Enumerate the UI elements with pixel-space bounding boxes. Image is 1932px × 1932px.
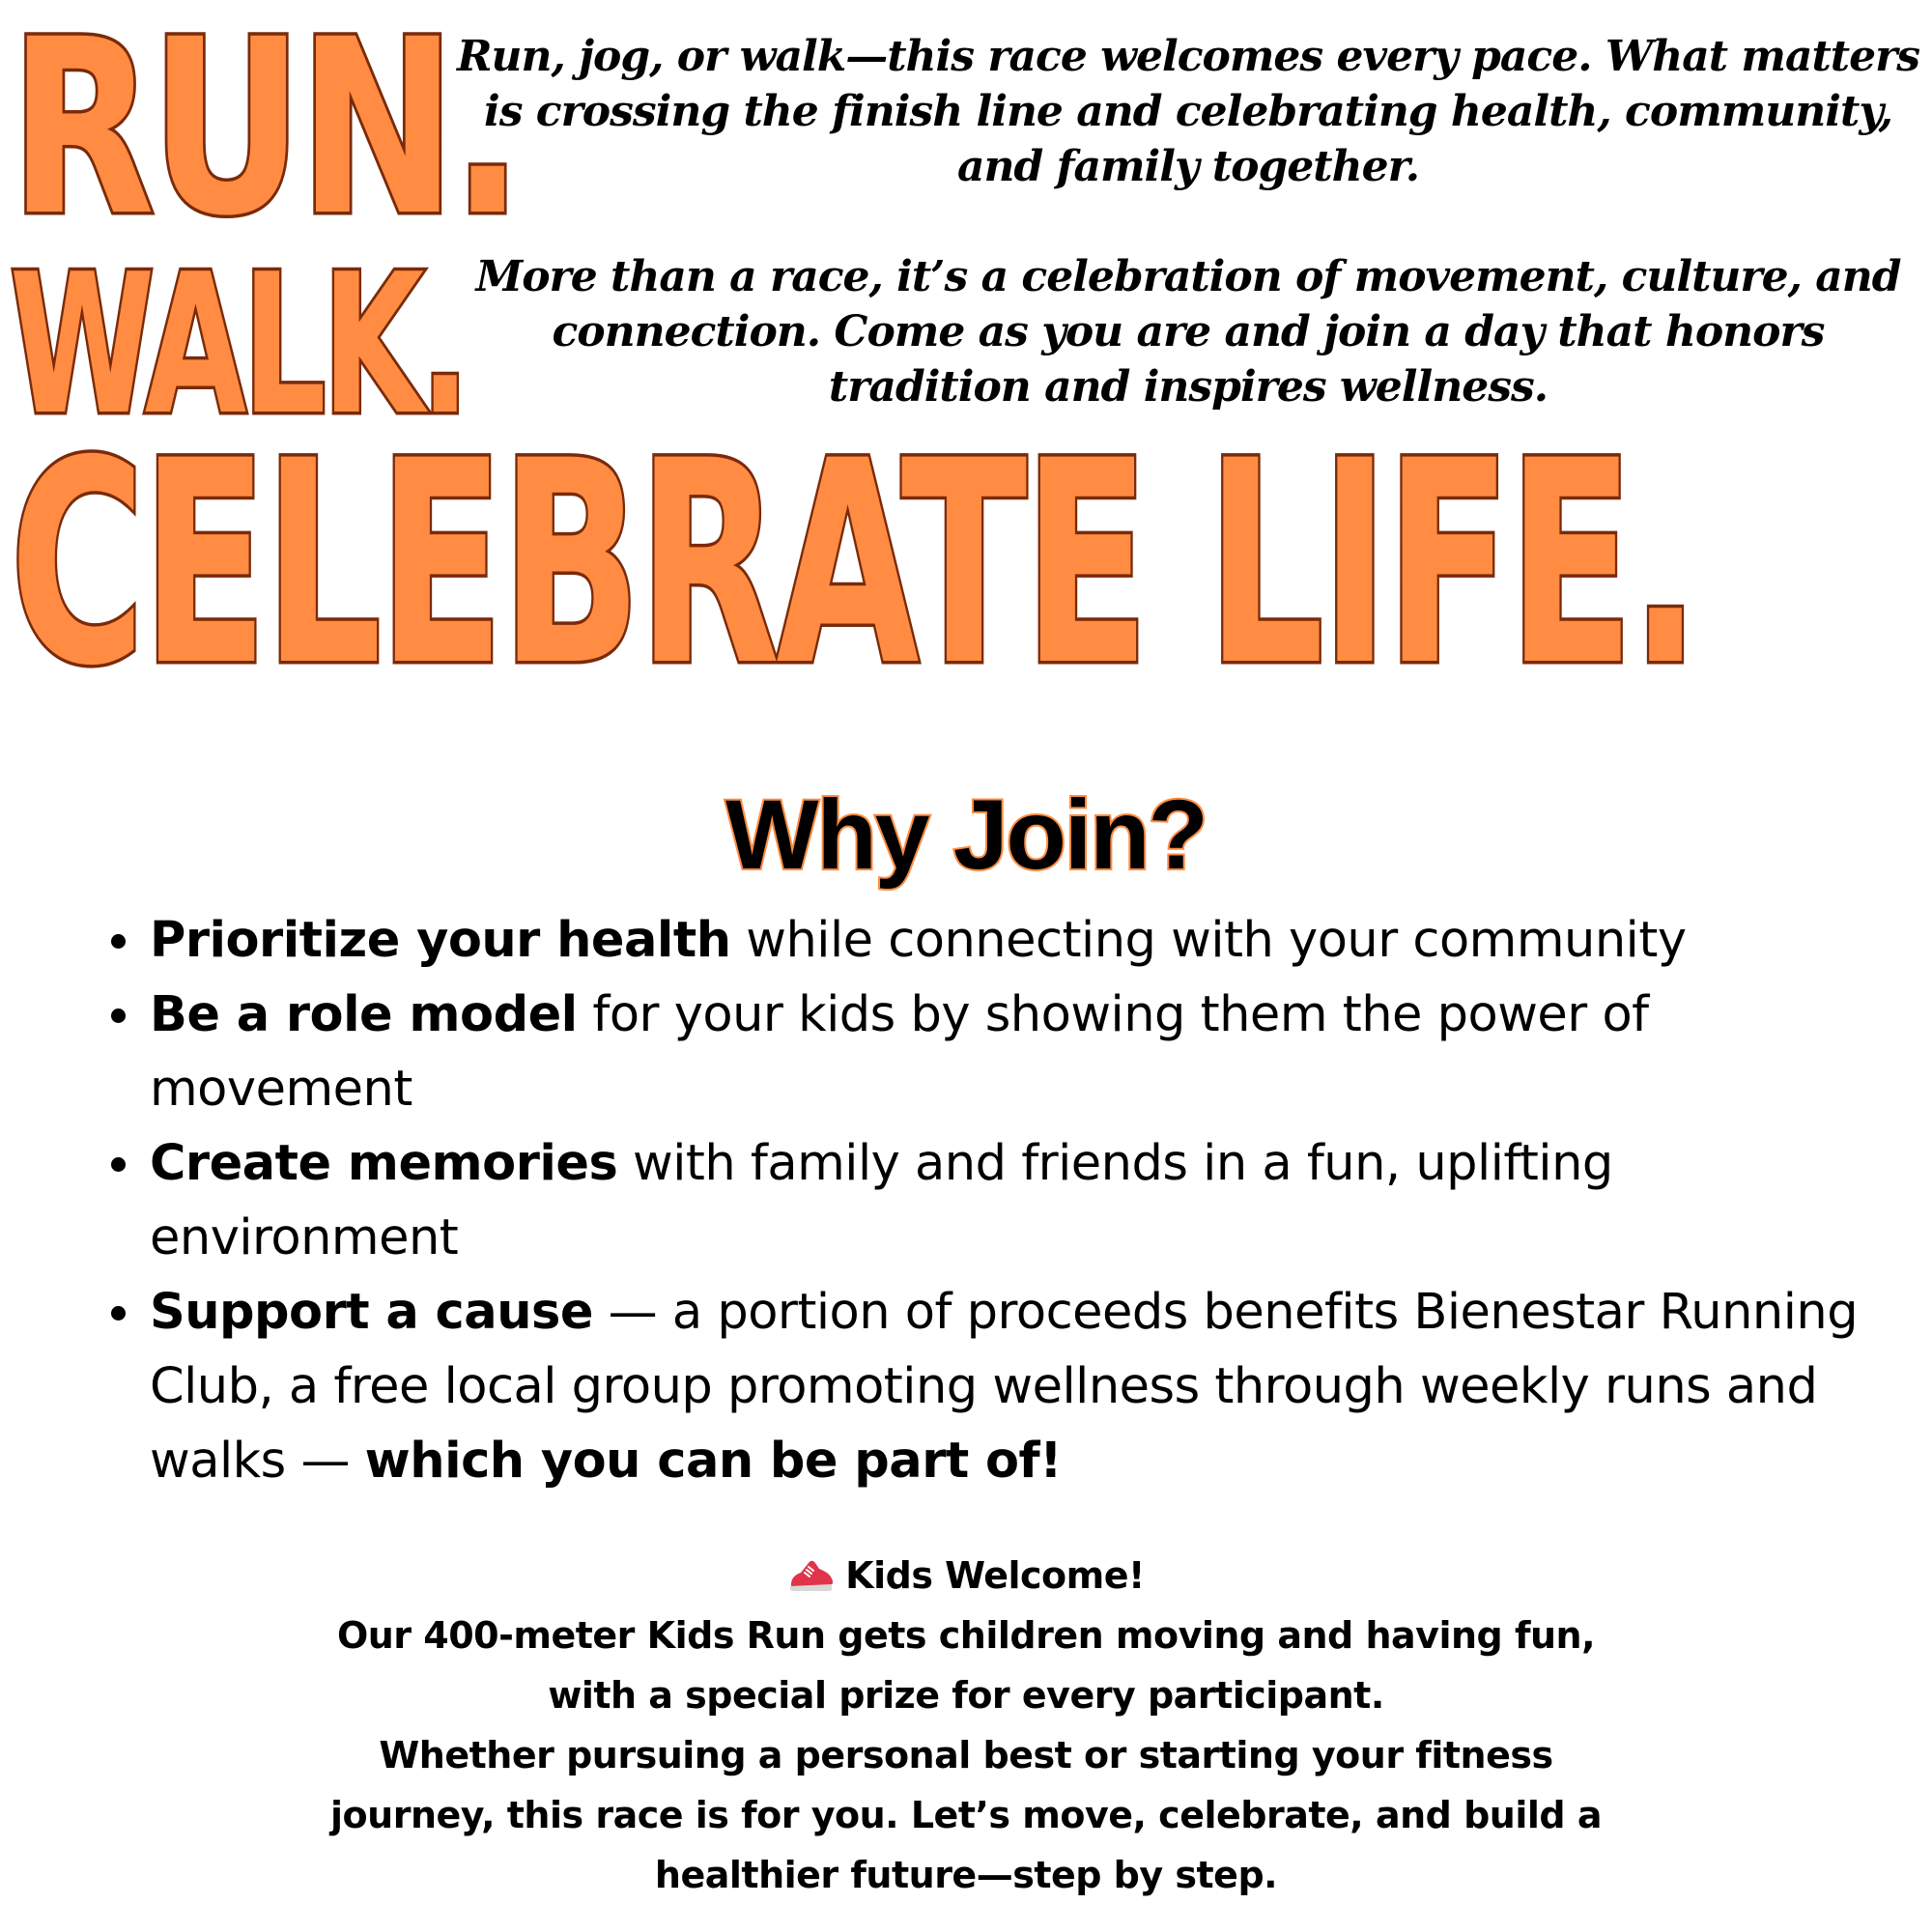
kids-line-1: Our 400-meter Kids Run gets children moving and having fun, bbox=[336, 1614, 1596, 1657]
list-item bbox=[150, 903, 1889, 978]
list-item-text: for your kids by showing them the power of movement bbox=[150, 986, 1649, 1118]
list-item-text: — a portion of proceeds benefits Bienestar Running Club, a free local group promoting wellness through weekly runs and walks — bbox=[150, 1284, 1859, 1490]
kids-line-2: with a special prize for every participant. bbox=[548, 1674, 1384, 1717]
why-join-heading: Why Join? bbox=[725, 780, 1207, 890]
list-item bbox=[150, 978, 1889, 1126]
bullet-dot bbox=[111, 1306, 126, 1321]
list-item-text: while connecting with your community bbox=[730, 912, 1687, 969]
kids-title: Kids Welcome! bbox=[845, 1554, 1145, 1597]
list-item bbox=[150, 1275, 1889, 1498]
list-item-bold-end: which you can be part of! bbox=[364, 1433, 1062, 1490]
headline-celebrate-life: CELEBRATE LIFE. bbox=[10, 402, 1697, 727]
kids-line-3: Whether pursuing a personal best or starting your fitness bbox=[379, 1734, 1553, 1776]
list-item-bold: Prioritize your health bbox=[150, 912, 731, 969]
list-item bbox=[150, 1126, 1889, 1275]
why-join-list bbox=[150, 903, 1889, 1498]
kids-welcome-section bbox=[0, 1546, 1932, 1905]
list-item-bold: Support a cause bbox=[150, 1284, 593, 1341]
list-item-bold: Create memories bbox=[150, 1135, 618, 1192]
intro-paragraph-2: More than a race, it’s a celebration of movement, culture, and connection. Come as you are and join a day that honors tradition and inspires wellness. bbox=[475, 252, 1901, 412]
running-shoe-icon bbox=[787, 1555, 836, 1594]
intro-text bbox=[454, 29, 1922, 414]
list-item-bold: Be a role model bbox=[150, 986, 578, 1043]
kids-title-line bbox=[0, 1546, 1932, 1605]
kids-line-4: journey, this race is for you. Let’s move, celebrate, and build a bbox=[330, 1794, 1602, 1836]
intro-paragraph-1: Run, jog, or walk—this race welcomes every pace. What matters is crossing the finish line and celebrating health, community, and family together. bbox=[456, 32, 1920, 191]
list-item-text: with family and friends in a fun, uplifting environment bbox=[150, 1135, 1613, 1266]
bullet-dot bbox=[111, 934, 126, 949]
kids-line-5: healthier future—step by step. bbox=[654, 1854, 1278, 1896]
bullet-dot bbox=[111, 1157, 126, 1172]
headline-walk: WALK. bbox=[10, 233, 467, 458]
bullet-dot bbox=[111, 1009, 126, 1023]
headline-run: RUN. bbox=[10, 0, 520, 269]
